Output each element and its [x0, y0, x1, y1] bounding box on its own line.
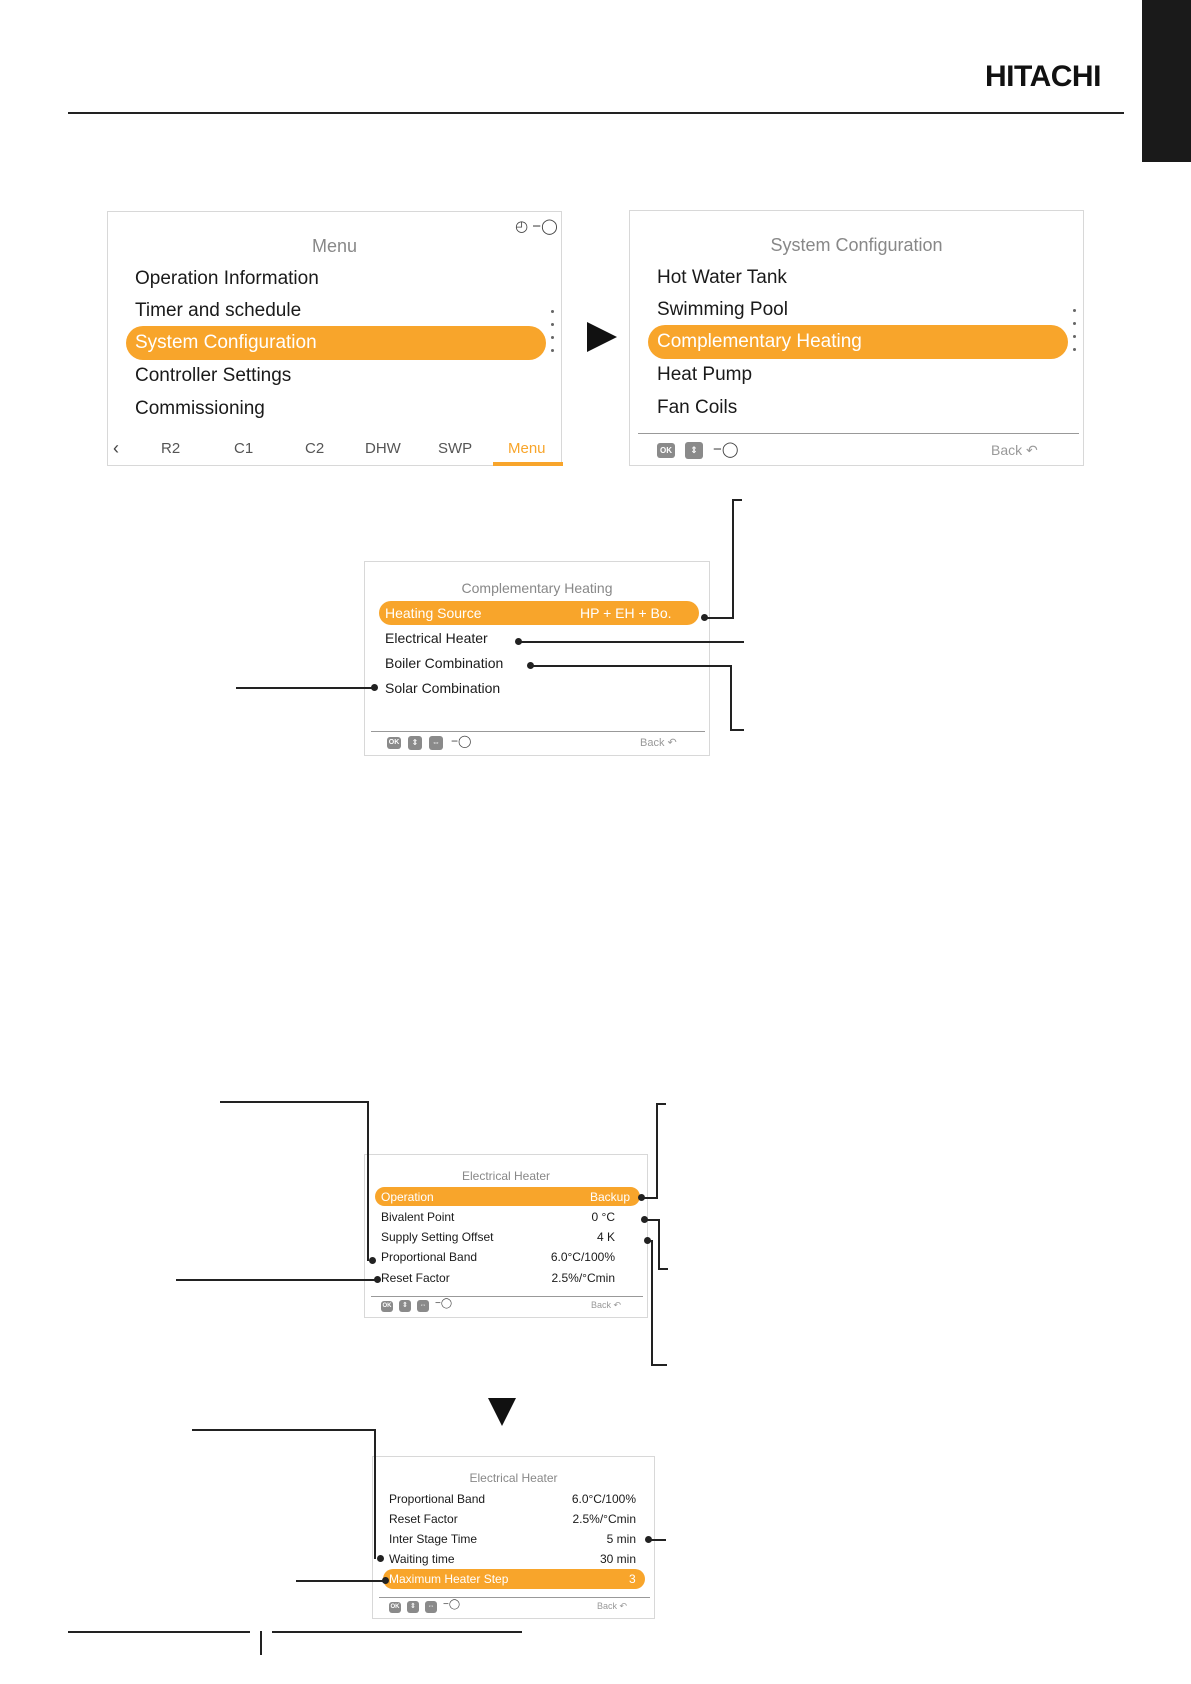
- hitachi-logo: HITACHI: [985, 60, 1101, 93]
- setting-value-proportional-band: 6.0°C/100%: [550, 1250, 615, 1264]
- chevron-left-icon[interactable]: ‹: [113, 438, 119, 458]
- menu-screen: [107, 211, 562, 466]
- system-configuration-title: System Configuration: [770, 235, 943, 255]
- back-arrow-icon: ↶: [667, 737, 677, 749]
- system-configuration-screen: [629, 210, 1084, 466]
- callout-line: [730, 665, 732, 730]
- menu-item-commissioning[interactable]: Commissioning: [135, 398, 265, 419]
- tab-menu-underline: [493, 462, 563, 466]
- callout-line: [658, 1268, 668, 1270]
- status-icons: ◴ −◯: [515, 218, 558, 235]
- menu-item-fan-coils[interactable]: Fan Coils: [657, 397, 738, 418]
- heating-source-label: Heating Source: [385, 605, 482, 621]
- setting-label-supply-setting-offset[interactable]: Supply Setting Offset: [381, 1230, 494, 1244]
- back-label: Back: [597, 1601, 618, 1611]
- complementary-heating-title: Complementary Heating: [461, 580, 613, 596]
- menu-item-electrical-heater[interactable]: Electrical Heater: [385, 630, 488, 646]
- callout-line: [651, 1240, 653, 1365]
- maximum-heater-step-label: Maximum Heater Step: [389, 1572, 509, 1586]
- callout-line: [656, 1103, 658, 1199]
- menu-title: Menu: [311, 236, 358, 256]
- footer-separator: [371, 731, 705, 732]
- setting-label-bivalent-point[interactable]: Bivalent Point: [381, 1210, 455, 1224]
- setting-label-reset-factor[interactable]: Reset Factor: [381, 1271, 450, 1285]
- setting-value-inter-stage-time: 5 min: [606, 1532, 636, 1546]
- tab-swp[interactable]: SWP: [438, 440, 473, 457]
- arrow-down-icon: [488, 1398, 516, 1426]
- footer-separator: [379, 1597, 650, 1598]
- navigate-icon: ⇕: [407, 1601, 419, 1613]
- callout-line: [732, 499, 734, 619]
- setting-label-proportional-band[interactable]: Proportional Band: [389, 1492, 486, 1506]
- wrench-icon: −◯: [443, 1599, 461, 1610]
- callout-line: [644, 1219, 659, 1221]
- setting-value-supply-setting-offset: 4 K: [596, 1230, 615, 1244]
- callout-line: [367, 1101, 369, 1261]
- callout-line: [732, 499, 742, 501]
- chapter-edge-tab: [1142, 0, 1191, 162]
- electrical-heater-screen-1: [364, 1154, 648, 1318]
- menu-item-boiler-combination[interactable]: Boiler Combination: [385, 655, 504, 671]
- navigate-icon: ⇕: [408, 736, 422, 750]
- setting-label-inter-stage-time[interactable]: Inter Stage Time: [389, 1532, 478, 1546]
- menu-item-solar-combination[interactable]: Solar Combination: [385, 680, 501, 696]
- maximum-heater-step-value: 3: [629, 1572, 636, 1586]
- electrical-heater-screen-2: [372, 1456, 655, 1619]
- setting-value-waiting-time: 30 min: [599, 1552, 636, 1566]
- callout-line: [656, 1103, 666, 1105]
- menu-item-hot-water-tank[interactable]: Hot Water Tank: [657, 267, 787, 288]
- callout-line: [651, 1364, 667, 1366]
- callout-line: [530, 665, 731, 667]
- ok-icon: OK: [657, 443, 675, 458]
- callout-line: [192, 1429, 375, 1431]
- tab-c1[interactable]: C1: [234, 440, 254, 457]
- back-button[interactable]: [640, 736, 677, 749]
- tab-r2[interactable]: R2: [161, 440, 181, 457]
- setting-value-reset-factor: 2.5%/°Cmin: [551, 1271, 615, 1285]
- callout-point: [369, 1257, 376, 1264]
- heating-source-value: HP + EH + Bo.: [580, 605, 672, 621]
- menu-item-controller-settings[interactable]: Controller Settings: [135, 365, 292, 386]
- menu-item-complementary-heating-label: Complementary Heating: [657, 331, 862, 352]
- wrench-icon: −◯: [713, 441, 739, 458]
- footer-separator: [371, 1296, 643, 1297]
- electrical-heater-title: Electrical Heater: [461, 1169, 551, 1183]
- callout-line: [236, 687, 374, 689]
- back-button[interactable]: [591, 1300, 621, 1311]
- wrench-icon: −◯: [435, 1298, 453, 1309]
- navigate-icon: ⇕: [399, 1300, 411, 1312]
- complementary-heating-screen: [364, 561, 710, 756]
- tab-dhw[interactable]: DHW: [365, 440, 401, 457]
- footer-rule-divider: [260, 1631, 262, 1655]
- footer-separator: [638, 433, 1079, 434]
- arrow-right-icon: [587, 322, 617, 352]
- menu-item-system-configuration-label: System Configuration: [135, 332, 317, 353]
- tab-menu[interactable]: Menu: [508, 440, 546, 457]
- callout-line: [220, 1101, 368, 1103]
- menu-item-operation-information[interactable]: Operation Information: [135, 268, 319, 289]
- scroll-indicator: [551, 310, 554, 362]
- callout-line: [641, 1197, 657, 1199]
- setting-value-bivalent-point: 0 °C: [591, 1210, 615, 1224]
- tab-c2[interactable]: C2: [305, 440, 325, 457]
- wrench-icon: −◯: [451, 734, 472, 748]
- navigate-icon: ⇕: [685, 442, 703, 459]
- back-arrow-icon: ↶: [1026, 442, 1038, 458]
- menu-item-swimming-pool[interactable]: Swimming Pool: [657, 299, 788, 320]
- footer-rule-right: [272, 1631, 522, 1633]
- back-arrow-icon: ↶: [619, 1601, 628, 1611]
- callout-line: [518, 641, 744, 643]
- callout-line: [704, 617, 733, 619]
- callout-point: [377, 1555, 384, 1562]
- back-label: Back: [640, 737, 665, 749]
- adjust-icon: ⇔: [417, 1300, 429, 1312]
- callout-line: [730, 729, 744, 731]
- setting-label-proportional-band[interactable]: Proportional Band: [381, 1250, 478, 1264]
- ok-icon: OK: [381, 1301, 393, 1312]
- electrical-heater-title: Electrical Heater: [469, 1471, 558, 1485]
- back-arrow-icon: ↶: [613, 1300, 622, 1310]
- menu-item-timer-and-schedule[interactable]: Timer and schedule: [135, 300, 302, 321]
- back-button[interactable]: [597, 1601, 627, 1612]
- scroll-indicator: [1073, 309, 1076, 361]
- setting-value-proportional-band: 6.0°C/100%: [571, 1492, 636, 1506]
- operation-label: Operation: [381, 1190, 434, 1204]
- setting-label-waiting-time[interactable]: Waiting time: [389, 1552, 455, 1566]
- back-button[interactable]: [991, 442, 1038, 459]
- ok-icon: OK: [387, 737, 401, 749]
- back-label: Back: [991, 442, 1023, 458]
- header-rule: [68, 112, 1124, 114]
- menu-item-heat-pump[interactable]: Heat Pump: [657, 364, 753, 385]
- adjust-icon: ⇔: [425, 1601, 437, 1613]
- callout-line: [658, 1219, 660, 1269]
- adjust-icon: ⇔: [429, 736, 443, 750]
- callout-line: [296, 1580, 384, 1582]
- setting-label-reset-factor[interactable]: Reset Factor: [389, 1512, 458, 1526]
- callout-line: [648, 1539, 666, 1541]
- back-label: Back: [591, 1300, 612, 1310]
- setting-value-reset-factor: 2.5%/°Cmin: [572, 1512, 636, 1526]
- callout-line: [374, 1429, 376, 1559]
- ok-icon: OK: [389, 1602, 401, 1613]
- operation-value: Backup: [590, 1190, 631, 1204]
- footer-rule-left: [68, 1631, 250, 1633]
- callout-line: [176, 1279, 376, 1281]
